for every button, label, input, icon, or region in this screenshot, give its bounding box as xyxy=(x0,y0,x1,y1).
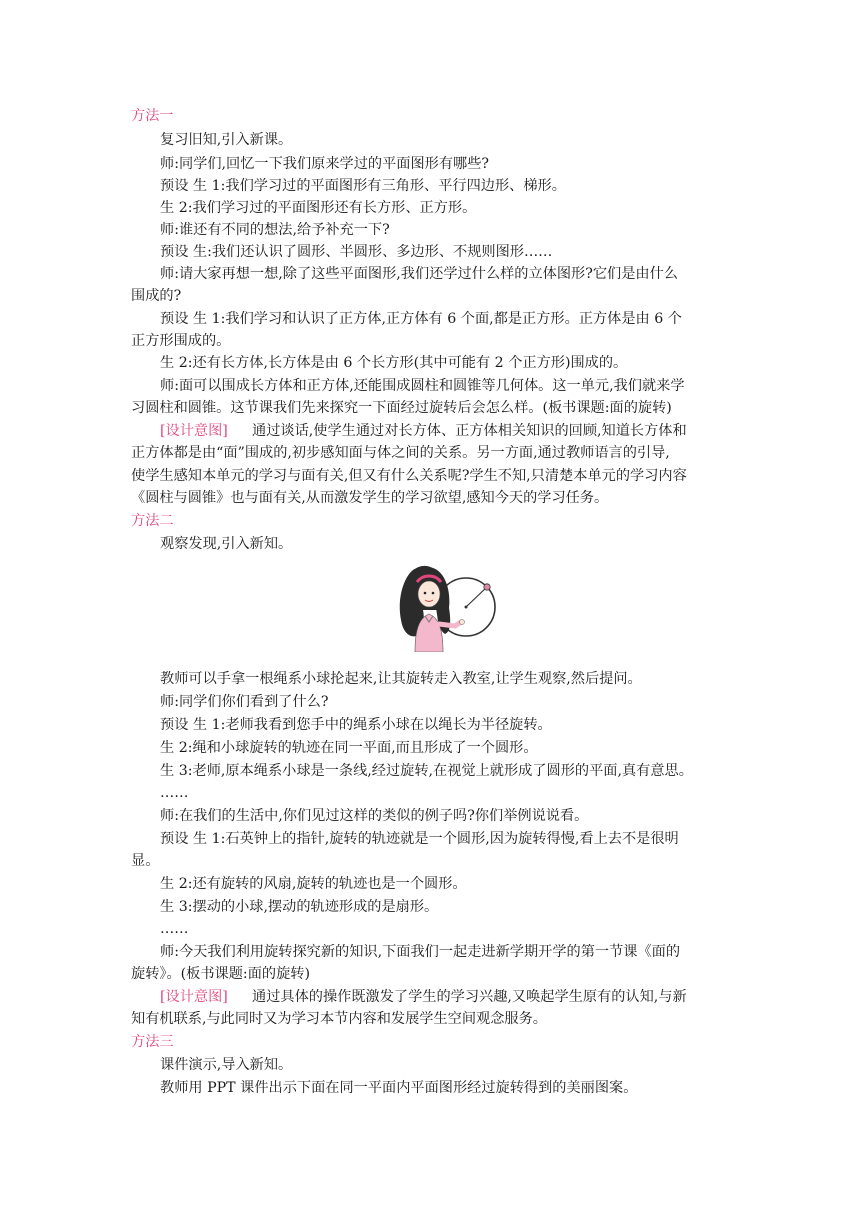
method2-line: …… xyxy=(160,921,189,937)
method3-line: 课件演示,导入新知。 xyxy=(160,1057,293,1073)
design-intent-text: 通过具体的操作既激发了学生的学习兴趣,又唤起学生原有的认知,与新 xyxy=(252,989,687,1005)
face-shape xyxy=(418,581,440,607)
design-intent-text: 使学生感知本单元的学习与面有关,但又有什么关系呢?学生不知,只清楚本单元的学习内容 xyxy=(131,468,687,484)
method2-line: 生 3:老师,原本绳系小球是一条线,经过旋转,在视觉上就形成了圆形的平面,真有意思。 xyxy=(160,763,693,779)
method1-line: 预设 生 1:我们学习和认识了正方体,正方体有 6 个面,都是正方形。正方体是由 6 个 xyxy=(160,311,682,327)
rotation-radius xyxy=(466,587,487,607)
method1-line: 围成的? xyxy=(131,288,182,304)
method1-line: 师:面可以围成长方体和正方体,还能围成圆柱和圆锥等几何体。这一单元,我们就来学 xyxy=(160,378,685,394)
method1-heading: 方法一 xyxy=(131,108,174,124)
design-intent-tag: [设计意图] xyxy=(160,989,228,1005)
method1-line: 师:谁还有不同的想法,给予补充一下? xyxy=(160,222,390,238)
method2-line: 显。 xyxy=(131,853,160,869)
method1-line: 预设 生:我们还认识了圆形、半圆形、多边形、不规则图形…… xyxy=(160,244,553,260)
method1-line: 预设 生 1:我们学习过的平面图形有三角形、平行四边形、梯形。 xyxy=(160,178,566,194)
method2-line: 旋转》。(板书课题:面的旋转) xyxy=(131,966,311,982)
method2-heading: 方法二 xyxy=(131,513,174,529)
method1-line: 生 2:我们学习过的平面图形还有长方形、正方形。 xyxy=(160,200,477,216)
method2-line: 师:同学们你们看到了什么? xyxy=(160,694,329,710)
method1-line: 习圆柱和圆锥。这节课我们先来探究一下面经过旋转后会怎么样。(板书课题:面的旋转) xyxy=(131,400,672,416)
method2-line: 生 2:绳和小球旋转的轨迹在同一平面,而且形成了一个圆形。 xyxy=(160,740,538,756)
method2-line: …… xyxy=(160,785,189,801)
method1-line: 师:请大家再想一想,除了这些平面图形,我们还学过什么样的立体图形?它们是由什么 xyxy=(160,266,678,282)
design-intent-text: 通过谈话,使学生通过对长方体、正方体相关知识的回顾,知道长方体和 xyxy=(252,423,687,439)
method2-line: 教师可以手拿一根绳系小球抡起来,让其旋转走入教室,让学生观察,然后提问。 xyxy=(160,671,642,687)
method2-line: 生 2:还有旋转的风扇,旋转的轨迹也是一个圆形。 xyxy=(160,876,467,892)
method2-line: 生 3:摆动的小球,摆动的轨迹形成的是扇形。 xyxy=(160,899,439,915)
design-intent-text: 《圆柱与圆锥》也与面有关,从而激发学生的学习欲望,感知今天的学习任务。 xyxy=(131,490,609,506)
design-intent-text: 正方体都是由“面”围成的,初步感知面与体之间的关系。另一方面,通过教师语言的引导, xyxy=(131,445,670,461)
design-intent-text: 知有机联系,与此同时又为学习本节内容和发展学生空间观念服务。 xyxy=(131,1011,547,1027)
method2-line: 观察发现,引入新知。 xyxy=(160,536,293,552)
method2-line: 师:今天我们利用旋转探究新的知识,下面我们一起走进新学期开学的第一节课《面的 xyxy=(160,944,681,960)
method2-line: 师:在我们的生活中,你们见过这样的类似的例子吗?你们举例说说看。 xyxy=(160,808,589,824)
method1-line: 正方形围成的。 xyxy=(131,333,231,349)
method1-line: 师:同学们,回忆一下我们原来学过的平面图形有哪些? xyxy=(160,156,490,172)
method2-line: 预设 生 1:石英钟上的指针,旋转的轨迹就是一个圆形,因为旋转得慢,看上去不是很明 xyxy=(160,831,679,847)
method1-line: 复习旧知,引入新课。 xyxy=(160,132,293,148)
method3-heading: 方法三 xyxy=(131,1034,174,1050)
design-intent-tag: [设计意图] xyxy=(160,423,228,439)
ball-icon xyxy=(484,584,490,590)
method2-line: 预设 生 1:老师我看到您手中的绳系小球在以绳长为半径旋转。 xyxy=(160,717,552,733)
teacher-rotation-illustration xyxy=(395,560,505,652)
method3-line: 教师用 PPT 课件出示下面在同一平面内平面图形经过旋转得到的美丽图案。 xyxy=(160,1080,638,1096)
method1-line: 生 2:还有长方体,长方体是由 6 个长方形(其中可能有 2 个正方形)围成的。 xyxy=(160,355,628,371)
